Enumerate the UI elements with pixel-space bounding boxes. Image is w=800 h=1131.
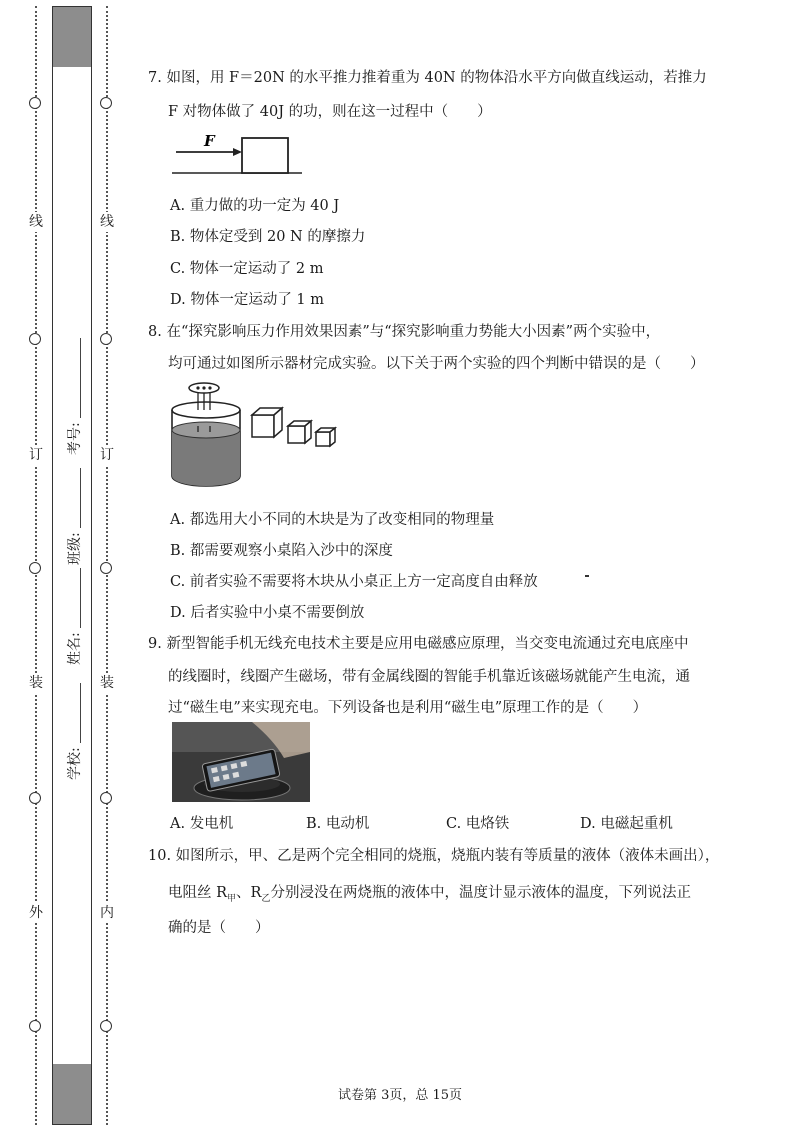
exam-no-label: 考号: — [67, 422, 83, 455]
name-label: 姓名: — [67, 632, 83, 665]
q8-sand-table-figure — [168, 380, 348, 492]
q8-line1: 8. 在“探究影响压力作用效果因素”与“探究影响重力势能大小因素”两个实验中， — [148, 324, 661, 340]
outer-label-wai: 外 — [29, 905, 43, 921]
inner-label-ding: 订 — [100, 447, 114, 463]
q10-line2-part-c: 分别浸没在两烧瓶的液体中，温度计显示液体的温度，下列说法正 — [270, 885, 691, 901]
binding-circle-icon — [100, 562, 112, 574]
q8-option-c: C. 前者实验不需要将木块从小桌正上方一定高度自由释放 — [170, 574, 538, 590]
name-blank[interactable] — [80, 568, 81, 628]
student-info-strip — [52, 6, 92, 1125]
school-blank[interactable] — [80, 683, 81, 743]
sand-surface — [172, 422, 240, 438]
q9-option-b: B. 电动机 — [306, 816, 370, 832]
small-block — [316, 428, 335, 446]
school-label: 学校: — [67, 747, 83, 780]
binding-circle-icon — [100, 97, 112, 109]
binding-circle-icon — [100, 333, 112, 345]
stray-mark — [585, 575, 589, 577]
q10-line2 — [168, 881, 691, 904]
binding-margin — [0, 0, 128, 1131]
outer-label-ding: 订 — [29, 447, 43, 463]
binding-circle-icon — [29, 562, 41, 574]
q7-option-d: D. 物体一定运动了 1 m — [170, 292, 325, 308]
exam-no-blank[interactable] — [80, 338, 81, 418]
strip-gray-block-top — [53, 7, 91, 67]
binding-circle-icon — [29, 792, 41, 804]
q8-line2: 均可通过如图所示器材完成实验。以下关于两个实验的四个判断中错误的是（ ） — [168, 356, 705, 372]
q7-line2: F 对物体做了 40J 的功，则在这一过程中（ ） — [168, 104, 492, 120]
inner-label-xian: 线 — [100, 214, 114, 230]
page-footer: 试卷第 3页，总 15页 — [337, 1088, 463, 1103]
inner-label-zhuang: 装 — [100, 675, 114, 691]
binding-circle-icon — [29, 333, 41, 345]
r-sub-jia: 甲 — [227, 893, 237, 904]
q10-line3: 确的是（ ） — [168, 920, 270, 936]
inner-label-nei: 内 — [100, 905, 114, 921]
exam-no-field[interactable] — [64, 338, 84, 455]
q7-option-b: B. 物体定受到 20 N 的摩擦力 — [170, 229, 366, 245]
outer-label-zhuang: 装 — [29, 675, 43, 691]
binding-circle-icon — [100, 792, 112, 804]
q7-option-c: C. 物体一定运动了 2 m — [170, 261, 324, 277]
force-label: F — [204, 132, 215, 150]
q7-option-a: A. 重力做的功一定为 40 J — [170, 198, 340, 214]
q9-option-a: A. 发电机 — [170, 816, 234, 832]
outer-label-xian: 线 — [29, 214, 43, 230]
school-field[interactable] — [64, 683, 84, 780]
q9-wireless-charging-photo — [172, 722, 310, 802]
q10-line2-part-b: 、R — [236, 885, 262, 901]
q10-line2-part-a: 电阻丝 R — [168, 885, 228, 901]
binding-circle-icon — [100, 1020, 112, 1032]
q8-option-a: A. 都选用大小不同的木块是为了改变相同的物理量 — [170, 512, 495, 528]
q9-line2: 的线圈时，线圈产生磁场，带有金属线圈的智能手机靠近该磁场就能产生电流，通 — [168, 669, 690, 685]
q10-line1: 10. 如图所示，甲、乙是两个完全相同的烧瓶，烧瓶内装有等质量的液体（液体未画出）， — [148, 848, 720, 864]
force-arrowhead-icon — [233, 148, 242, 156]
class-label: 班级: — [67, 532, 83, 565]
q9-line3: 过“磁生电”来实现充电。下列设备也是利用“磁生电”原理工作的是（ ） — [168, 700, 648, 716]
q8-option-d: D. 后者实验中小桌不需要倒放 — [170, 605, 365, 621]
large-block — [252, 408, 282, 437]
class-field[interactable] — [64, 468, 84, 565]
q7-line1: 7. 如图，用 F＝20N 的水平推力推着重为 40N 的物体沿水平方向做直线运动，若推力 — [148, 70, 707, 86]
block — [242, 138, 288, 173]
q7-push-figure — [172, 130, 302, 174]
name-field[interactable] — [64, 568, 84, 665]
q9-line1: 9. 新型智能手机无线充电技术主要是应用电磁感应原理，当交变电流通过充电底座中 — [148, 636, 689, 652]
r-sub-yi: 乙 — [261, 893, 271, 904]
binding-circle-icon — [29, 1020, 41, 1032]
medium-block — [288, 421, 311, 443]
q9-option-c: C. 电烙铁 — [446, 816, 510, 832]
class-blank[interactable] — [80, 468, 81, 528]
binding-circle-icon — [29, 97, 41, 109]
q9-option-d: D. 电磁起重机 — [580, 816, 673, 832]
q8-option-b: B. 都需要观察小桌陷入沙中的深度 — [170, 543, 393, 559]
